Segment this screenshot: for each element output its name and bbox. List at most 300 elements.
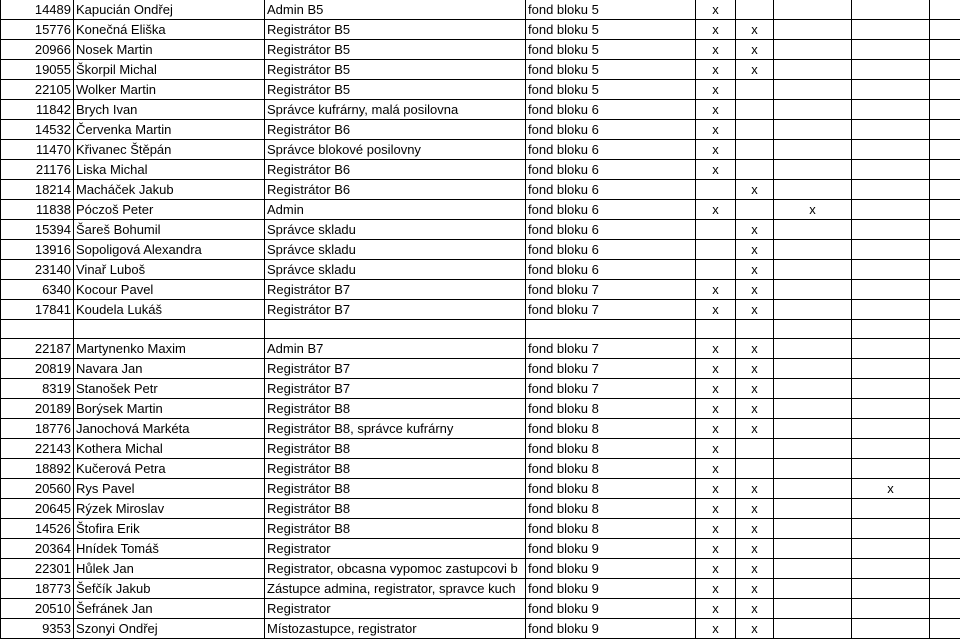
mark-cell-1[interactable]: x <box>696 539 736 559</box>
fund-cell[interactable]: fond bloku 9 <box>526 579 696 599</box>
mark-cell-1[interactable]: x <box>696 439 736 459</box>
role-cell[interactable]: Registrátor B5 <box>265 20 526 40</box>
mark-cell-1[interactable]: x <box>696 599 736 619</box>
name-cell[interactable]: Kothera Michal <box>74 439 265 459</box>
name-cell[interactable] <box>74 320 265 339</box>
fund-cell[interactable]: fond bloku 7 <box>526 300 696 320</box>
mark-cell-3[interactable] <box>774 160 852 180</box>
mark-cell-3[interactable] <box>774 40 852 60</box>
mark-cell-3[interactable] <box>774 220 852 240</box>
name-cell[interactable]: Liska Michal <box>74 160 265 180</box>
mark-cell-4[interactable] <box>852 280 930 300</box>
empty-cell[interactable] <box>930 419 960 439</box>
mark-cell-2[interactable]: x <box>736 419 774 439</box>
empty-cell[interactable] <box>930 519 960 539</box>
name-cell[interactable]: Rýzek Miroslav <box>74 499 265 519</box>
mark-cell-3[interactable] <box>774 300 852 320</box>
name-cell[interactable]: Nosek Martin <box>74 40 265 60</box>
table-row <box>1 200 960 220</box>
fund-cell[interactable]: fond bloku 8 <box>526 499 696 519</box>
mark-cell-4[interactable] <box>852 160 930 180</box>
id-cell[interactable]: 20364 <box>1 539 74 559</box>
mark-cell-4[interactable] <box>852 180 930 200</box>
name-cell[interactable]: Borýsek Martin <box>74 399 265 419</box>
table-row <box>1 399 960 419</box>
name-cell[interactable]: Macháček Jakub <box>74 180 265 200</box>
mark-cell-3[interactable] <box>774 320 852 339</box>
mark-cell-3[interactable] <box>774 120 852 140</box>
fund-cell[interactable]: fond bloku 7 <box>526 280 696 300</box>
name-cell[interactable]: Štofira Erik <box>74 519 265 539</box>
mark-cell-4[interactable] <box>852 120 930 140</box>
id-cell[interactable]: 22187 <box>1 339 74 359</box>
role-cell[interactable]: Registrátor B6 <box>265 160 526 180</box>
id-cell[interactable]: 18214 <box>1 180 74 200</box>
empty-cell[interactable] <box>930 599 960 619</box>
fund-cell[interactable]: fond bloku 7 <box>526 359 696 379</box>
name-cell[interactable]: Navara Jan <box>74 359 265 379</box>
mark-cell-3[interactable] <box>774 100 852 120</box>
mark-cell-4[interactable] <box>852 140 930 160</box>
mark-cell-2[interactable]: x <box>736 60 774 80</box>
mark-cell-4[interactable] <box>852 240 930 260</box>
empty-cell[interactable] <box>930 140 960 160</box>
name-cell[interactable]: Škorpil Michal <box>74 60 265 80</box>
mark-cell-4[interactable] <box>852 300 930 320</box>
mark-cell-3[interactable] <box>774 459 852 479</box>
role-cell[interactable]: Registrátor B5 <box>265 40 526 60</box>
id-cell[interactable]: 17841 <box>1 300 74 320</box>
name-cell[interactable]: Szonyi Ondřej <box>74 619 265 639</box>
name-cell[interactable]: Křivanec Štěpán <box>74 140 265 160</box>
mark-cell-1[interactable]: x <box>696 579 736 599</box>
id-cell[interactable]: 20510 <box>1 599 74 619</box>
table-body <box>1 0 960 639</box>
fund-cell[interactable]: fond bloku 6 <box>526 120 696 140</box>
role-cell[interactable]: Správce kufrárny, malá posilovna <box>265 100 526 120</box>
mark-cell-3[interactable] <box>774 599 852 619</box>
mark-cell-4[interactable] <box>852 220 930 240</box>
table-row <box>1 140 960 160</box>
empty-cell[interactable] <box>930 180 960 200</box>
mark-cell-2[interactable] <box>736 140 774 160</box>
mark-cell-4[interactable] <box>852 100 930 120</box>
mark-cell-3[interactable] <box>774 559 852 579</box>
id-cell[interactable]: 20966 <box>1 40 74 60</box>
id-cell[interactable]: 13916 <box>1 240 74 260</box>
role-cell[interactable]: Registrátor B7 <box>265 379 526 399</box>
id-cell[interactable]: 11838 <box>1 200 74 220</box>
role-cell[interactable]: Registrátor B5 <box>265 80 526 100</box>
role-cell[interactable]: Registrátor B5 <box>265 60 526 80</box>
empty-cell[interactable] <box>930 160 960 180</box>
id-cell[interactable]: 14526 <box>1 519 74 539</box>
mark-cell-4[interactable] <box>852 559 930 579</box>
id-cell[interactable]: 22301 <box>1 559 74 579</box>
mark-cell-1[interactable]: x <box>696 160 736 180</box>
mark-cell-2[interactable]: x <box>736 339 774 359</box>
fund-cell[interactable]: fond bloku 9 <box>526 539 696 559</box>
mark-cell-3[interactable] <box>774 240 852 260</box>
fund-cell[interactable]: fond bloku 6 <box>526 240 696 260</box>
fund-cell[interactable]: fond bloku 6 <box>526 140 696 160</box>
id-cell[interactable]: 14489 <box>1 0 74 20</box>
table-row <box>1 459 960 479</box>
mark-cell-4[interactable] <box>852 539 930 559</box>
mark-cell-1[interactable]: x <box>696 120 736 140</box>
table-row <box>1 100 960 120</box>
role-cell[interactable]: Admin B7 <box>265 339 526 359</box>
fund-cell[interactable]: fond bloku 8 <box>526 439 696 459</box>
empty-cell[interactable] <box>930 280 960 300</box>
mark-cell-3[interactable] <box>774 359 852 379</box>
mark-cell-4[interactable] <box>852 459 930 479</box>
mark-cell-3[interactable] <box>774 579 852 599</box>
role-cell[interactable]: Registrátor B8, správce kufrárny <box>265 419 526 439</box>
mark-cell-2[interactable]: x <box>736 20 774 40</box>
mark-cell-1[interactable]: x <box>696 419 736 439</box>
mark-cell-2[interactable]: x <box>736 579 774 599</box>
mark-cell-3[interactable] <box>774 379 852 399</box>
name-cell[interactable]: Kocour Pavel <box>74 280 265 300</box>
name-cell[interactable]: Šefránek Jan <box>74 599 265 619</box>
role-cell[interactable]: Registrátor B8 <box>265 519 526 539</box>
mark-cell-2[interactable] <box>736 160 774 180</box>
role-cell[interactable]: Registrátor B8 <box>265 439 526 459</box>
name-cell[interactable]: Póczoš Peter <box>74 200 265 220</box>
mark-cell-2[interactable]: x <box>736 280 774 300</box>
table-row <box>1 80 960 100</box>
mark-cell-1[interactable]: x <box>696 140 736 160</box>
fund-cell[interactable]: fond bloku 8 <box>526 459 696 479</box>
mark-cell-2[interactable]: x <box>736 519 774 539</box>
mark-cell-1[interactable]: x <box>696 200 736 220</box>
empty-cell[interactable] <box>930 200 960 220</box>
empty-cell[interactable] <box>930 379 960 399</box>
mark-cell-1[interactable]: x <box>696 459 736 479</box>
mark-cell-2[interactable]: x <box>736 220 774 240</box>
mark-cell-1[interactable]: x <box>696 479 736 499</box>
empty-cell[interactable] <box>930 439 960 459</box>
role-cell[interactable]: Registrátor B6 <box>265 120 526 140</box>
role-cell[interactable]: Registrátor B8 <box>265 499 526 519</box>
mark-cell-3[interactable] <box>774 519 852 539</box>
mark-cell-4[interactable] <box>852 20 930 40</box>
mark-cell-1[interactable]: x <box>696 379 736 399</box>
fund-cell[interactable]: fond bloku 9 <box>526 619 696 639</box>
empty-cell[interactable] <box>930 240 960 260</box>
empty-cell[interactable] <box>930 120 960 140</box>
mark-cell-2[interactable]: x <box>736 300 774 320</box>
empty-cell[interactable] <box>930 479 960 499</box>
mark-cell-4[interactable] <box>852 399 930 419</box>
empty-cell[interactable] <box>930 539 960 559</box>
mark-cell-4[interactable] <box>852 40 930 60</box>
mark-cell-3[interactable] <box>774 80 852 100</box>
mark-cell-4[interactable] <box>852 599 930 619</box>
mark-cell-2[interactable] <box>736 200 774 220</box>
id-cell[interactable]: 8319 <box>1 379 74 399</box>
fund-cell[interactable]: fond bloku 5 <box>526 60 696 80</box>
name-cell[interactable]: Stanošek Petr <box>74 379 265 399</box>
mark-cell-4[interactable] <box>852 260 930 280</box>
mark-cell-3[interactable] <box>774 180 852 200</box>
mark-cell-3[interactable] <box>774 439 852 459</box>
id-cell[interactable]: 22143 <box>1 439 74 459</box>
fund-cell[interactable]: fond bloku 8 <box>526 479 696 499</box>
id-cell[interactable]: 19055 <box>1 60 74 80</box>
empty-cell[interactable] <box>930 459 960 479</box>
mark-cell-2[interactable]: x <box>736 40 774 60</box>
mark-cell-3[interactable] <box>774 399 852 419</box>
mark-cell-3[interactable] <box>774 60 852 80</box>
name-cell[interactable]: Rys Pavel <box>74 479 265 499</box>
mark-cell-2[interactable] <box>736 120 774 140</box>
id-cell[interactable]: 20819 <box>1 359 74 379</box>
mark-cell-3[interactable] <box>774 619 852 639</box>
role-cell[interactable]: Správce skladu <box>265 240 526 260</box>
empty-cell[interactable] <box>930 559 960 579</box>
id-cell[interactable]: 11470 <box>1 140 74 160</box>
name-cell[interactable]: Kapucián Ondřej <box>74 0 265 20</box>
fund-cell[interactable]: fond bloku 6 <box>526 200 696 220</box>
name-cell[interactable]: Kučerová Petra <box>74 459 265 479</box>
mark-cell-2[interactable]: x <box>736 180 774 200</box>
fund-cell[interactable]: fond bloku 9 <box>526 599 696 619</box>
mark-cell-1[interactable]: x <box>696 0 736 20</box>
table-row <box>1 339 960 359</box>
mark-cell-4[interactable] <box>852 339 930 359</box>
mark-cell-2[interactable]: x <box>736 499 774 519</box>
role-cell[interactable]: Místozastupce, registrator <box>265 619 526 639</box>
mark-cell-2[interactable]: x <box>736 619 774 639</box>
fund-cell[interactable]: fond bloku 6 <box>526 180 696 200</box>
mark-cell-3[interactable] <box>774 419 852 439</box>
table-row <box>1 60 960 80</box>
id-cell[interactable]: 22105 <box>1 80 74 100</box>
mark-cell-2[interactable]: x <box>736 599 774 619</box>
fund-cell[interactable]: fond bloku 5 <box>526 0 696 20</box>
role-cell[interactable]: Registrátor B8 <box>265 479 526 499</box>
id-cell[interactable]: 21176 <box>1 160 74 180</box>
mark-cell-4[interactable] <box>852 60 930 80</box>
mark-cell-4[interactable]: x <box>852 479 930 499</box>
empty-cell[interactable] <box>930 80 960 100</box>
mark-cell-1[interactable]: x <box>696 40 736 60</box>
mark-cell-1[interactable]: x <box>696 339 736 359</box>
empty-cell[interactable] <box>930 100 960 120</box>
name-cell[interactable]: Šefčík Jakub <box>74 579 265 599</box>
name-cell[interactable]: Červenka Martin <box>74 120 265 140</box>
mark-cell-3[interactable] <box>774 479 852 499</box>
mark-cell-3[interactable] <box>774 339 852 359</box>
id-cell[interactable]: 18892 <box>1 459 74 479</box>
empty-cell[interactable] <box>930 260 960 280</box>
id-cell[interactable]: 23140 <box>1 260 74 280</box>
mark-cell-2[interactable] <box>736 0 774 20</box>
role-cell[interactable]: Správce skladu <box>265 220 526 240</box>
id-cell[interactable] <box>1 320 74 339</box>
mark-cell-4[interactable] <box>852 419 930 439</box>
name-cell[interactable]: Konečná Eliška <box>74 20 265 40</box>
id-cell[interactable]: 18773 <box>1 579 74 599</box>
id-cell[interactable]: 20189 <box>1 399 74 419</box>
table-row <box>1 359 960 379</box>
fund-cell[interactable]: fond bloku 8 <box>526 419 696 439</box>
mark-cell-3[interactable] <box>774 260 852 280</box>
role-cell[interactable]: Zástupce admina, registrator, spravce kuch <box>265 579 526 599</box>
id-cell[interactable]: 11842 <box>1 100 74 120</box>
mark-cell-4[interactable] <box>852 0 930 20</box>
empty-cell[interactable] <box>930 579 960 599</box>
fund-cell[interactable]: fond bloku 6 <box>526 220 696 240</box>
role-cell[interactable]: Registrátor B6 <box>265 180 526 200</box>
mark-cell-2[interactable]: x <box>736 260 774 280</box>
role-cell[interactable]: Registrator <box>265 539 526 559</box>
mark-cell-1[interactable]: x <box>696 60 736 80</box>
role-cell[interactable]: Registrátor B8 <box>265 399 526 419</box>
id-cell[interactable]: 15776 <box>1 20 74 40</box>
id-cell[interactable]: 9353 <box>1 619 74 639</box>
empty-cell[interactable] <box>930 20 960 40</box>
name-cell[interactable]: Martynenko Maxim <box>74 339 265 359</box>
empty-cell[interactable] <box>930 0 960 20</box>
mark-cell-2[interactable]: x <box>736 559 774 579</box>
role-cell[interactable]: Admin <box>265 200 526 220</box>
mark-cell-1[interactable]: x <box>696 280 736 300</box>
mark-cell-1[interactable] <box>696 320 736 339</box>
table-row <box>1 240 960 260</box>
mark-cell-2[interactable]: x <box>736 399 774 419</box>
empty-cell[interactable] <box>930 619 960 639</box>
id-cell[interactable]: 14532 <box>1 120 74 140</box>
mark-cell-3[interactable] <box>774 20 852 40</box>
role-cell[interactable]: Registrátor B8 <box>265 459 526 479</box>
mark-cell-1[interactable]: x <box>696 559 736 579</box>
mark-cell-2[interactable] <box>736 80 774 100</box>
mark-cell-4[interactable] <box>852 499 930 519</box>
name-cell[interactable]: Wolker Martin <box>74 80 265 100</box>
mark-cell-2[interactable]: x <box>736 539 774 559</box>
mark-cell-1[interactable] <box>696 240 736 260</box>
id-cell[interactable]: 18776 <box>1 419 74 439</box>
mark-cell-1[interactable]: x <box>696 100 736 120</box>
fund-cell[interactable]: fond bloku 5 <box>526 80 696 100</box>
id-cell[interactable]: 20645 <box>1 499 74 519</box>
mark-cell-2[interactable] <box>736 320 774 339</box>
mark-cell-4[interactable] <box>852 379 930 399</box>
mark-cell-1[interactable]: x <box>696 300 736 320</box>
mark-cell-3[interactable]: x <box>774 200 852 220</box>
empty-cell[interactable] <box>930 60 960 80</box>
mark-cell-4[interactable] <box>852 439 930 459</box>
mark-cell-2[interactable] <box>736 100 774 120</box>
empty-cell[interactable] <box>930 300 960 320</box>
mark-cell-1[interactable]: x <box>696 519 736 539</box>
mark-cell-4[interactable] <box>852 80 930 100</box>
mark-cell-3[interactable] <box>774 0 852 20</box>
mark-cell-2[interactable] <box>736 459 774 479</box>
fund-cell[interactable]: fond bloku 5 <box>526 20 696 40</box>
fund-cell[interactable]: fond bloku 6 <box>526 260 696 280</box>
name-cell[interactable]: Brych Ivan <box>74 100 265 120</box>
empty-cell[interactable] <box>930 399 960 419</box>
mark-cell-4[interactable] <box>852 320 930 339</box>
empty-cell[interactable] <box>930 499 960 519</box>
empty-cell[interactable] <box>930 220 960 240</box>
name-cell[interactable]: Koudela Lukáš <box>74 300 265 320</box>
role-cell[interactable]: Registrátor B7 <box>265 359 526 379</box>
id-cell[interactable]: 6340 <box>1 280 74 300</box>
empty-cell[interactable] <box>930 320 960 339</box>
role-cell[interactable]: Správce skladu <box>265 260 526 280</box>
mark-cell-4[interactable] <box>852 579 930 599</box>
fund-cell[interactable]: fond bloku 6 <box>526 100 696 120</box>
name-cell[interactable]: Sopoligová Alexandra <box>74 240 265 260</box>
mark-cell-1[interactable]: x <box>696 619 736 639</box>
role-cell[interactable]: Správce blokové posilovny <box>265 140 526 160</box>
empty-cell[interactable] <box>930 40 960 60</box>
role-cell[interactable]: Registrátor B7 <box>265 280 526 300</box>
mark-cell-3[interactable] <box>774 539 852 559</box>
table-row <box>1 619 960 639</box>
empty-cell[interactable] <box>930 339 960 359</box>
mark-cell-1[interactable] <box>696 260 736 280</box>
mark-cell-2[interactable]: x <box>736 359 774 379</box>
role-cell[interactable] <box>265 320 526 339</box>
name-cell[interactable]: Vinař Luboš <box>74 260 265 280</box>
name-cell[interactable]: Janochová Markéta <box>74 419 265 439</box>
mark-cell-4[interactable] <box>852 619 930 639</box>
mark-cell-4[interactable] <box>852 519 930 539</box>
mark-cell-2[interactable]: x <box>736 240 774 260</box>
mark-cell-1[interactable] <box>696 180 736 200</box>
fund-cell[interactable]: fond bloku 7 <box>526 339 696 359</box>
mark-cell-2[interactable]: x <box>736 479 774 499</box>
role-cell[interactable]: Admin B5 <box>265 0 526 20</box>
mark-cell-1[interactable]: x <box>696 399 736 419</box>
fund-cell[interactable]: fond bloku 7 <box>526 379 696 399</box>
id-cell[interactable]: 15394 <box>1 220 74 240</box>
fund-cell[interactable]: fond bloku 6 <box>526 160 696 180</box>
mark-cell-1[interactable]: x <box>696 359 736 379</box>
role-cell[interactable]: Registrátor B7 <box>265 300 526 320</box>
mark-cell-1[interactable]: x <box>696 80 736 100</box>
fund-cell[interactable]: fond bloku 5 <box>526 40 696 60</box>
fund-cell[interactable]: fond bloku 8 <box>526 399 696 419</box>
id-cell[interactable]: 20560 <box>1 479 74 499</box>
name-cell[interactable]: Hůlek Jan <box>74 559 265 579</box>
mark-cell-1[interactable]: x <box>696 20 736 40</box>
role-cell[interactable]: Registrator <box>265 599 526 619</box>
empty-cell[interactable] <box>930 359 960 379</box>
mark-cell-2[interactable]: x <box>736 379 774 399</box>
mark-cell-4[interactable] <box>852 359 930 379</box>
fund-cell[interactable]: fond bloku 9 <box>526 559 696 579</box>
name-cell[interactable]: Šareš Bohumil <box>74 220 265 240</box>
mark-cell-1[interactable]: x <box>696 499 736 519</box>
mark-cell-1[interactable] <box>696 220 736 240</box>
name-cell[interactable]: Hnídek Tomáš <box>74 539 265 559</box>
fund-cell[interactable] <box>526 320 696 339</box>
mark-cell-3[interactable] <box>774 280 852 300</box>
mark-cell-2[interactable] <box>736 439 774 459</box>
fund-cell[interactable]: fond bloku 8 <box>526 519 696 539</box>
mark-cell-4[interactable] <box>852 200 930 220</box>
role-cell[interactable]: Registrator, obcasna vypomoc zastupcovi b <box>265 559 526 579</box>
mark-cell-3[interactable] <box>774 499 852 519</box>
mark-cell-3[interactable] <box>774 140 852 160</box>
